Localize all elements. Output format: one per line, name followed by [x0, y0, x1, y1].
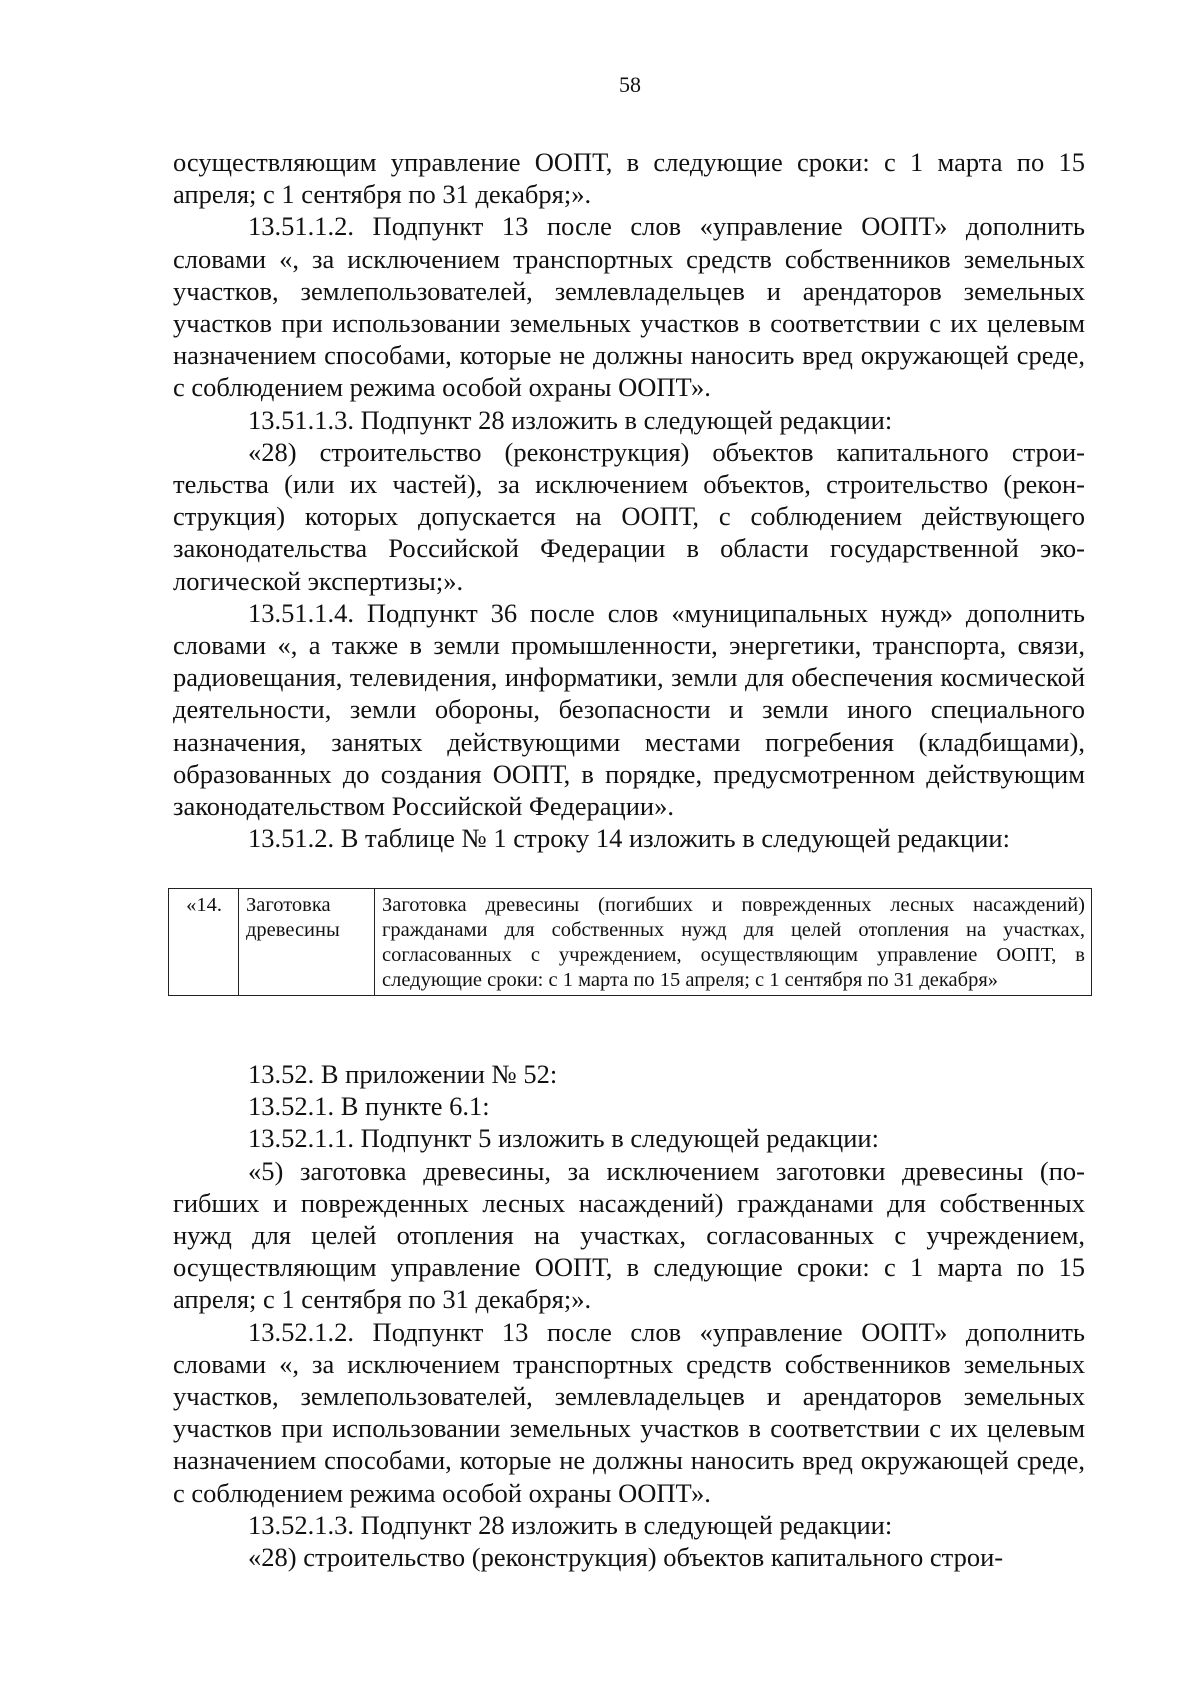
paragraph: 13.52.1. В пункте 6.1:: [248, 1091, 490, 1122]
table-cell-number: «14.: [169, 889, 239, 996]
table: [168, 888, 1092, 996]
paragraph: 13.51.1.4. Подпункт 36 после слов «муниципальных нужд» дополнить словами «, а также в земли промышленности, энергетики, транспорта, связи, радиовещания, телевидения, информатики, земли для обеспечения космической деятельности, земли обороны, безопасности и земли иного специального назначения, занятых действующими местами погребения (кладбищами), образованных до создания ООПТ, в порядке, предусмотренном действующим законодательством Российской Федерации».: [173, 597, 1085, 822]
table-row: [169, 889, 1092, 996]
paragraph: «5) заготовка древесины, за исключением заготовки древесины (погибших и поврежденных лесных насаждений) гражданами для собственных нужд для целей отопления на участках, согласованных с учреждением, осуществляющим управление ООПТ, в следующие сроки: с 1 марта по 15 апреля; с 1 сентября по 31 декабря;».: [173, 1155, 1085, 1315]
body-text-upper: [173, 146, 1085, 854]
paragraph: 13.51.2. В таблице № 1 строку 14 изложить в следующей редакции:: [248, 823, 1010, 854]
paragraph: осуществляющим управление ООПТ, в следующие сроки: с 1 марта по 15 апреля; с 1 сентября по 31 декабря;».: [173, 147, 1085, 210]
paragraph: 13.51.1.2. Подпункт 13 после слов «управление ООПТ» дополнить словами «, за исключением транспортных средств собственников земельных участков, землепользователей, землевладельцев и арендаторов земельных участков при использовании земельных участков в соответствии с их целевым назначением способами, которые не должны наносить вред окружающей среде, с соблюдением режима особой охраны ООПТ».: [173, 211, 1085, 403]
paragraph: 13.52.1.2. Подпункт 13 после слов «управление ООПТ» дополнить словами «, за исключением транспортных средств собственников земельных участков, землепользователей, землевладельцев и арендаторов земельных участков при использовании земельных участков в соответствии с их целевым назначением способами, которые не должны наносить вред окружающей среде, с соблюдением режима особой охраны ООПТ».: [173, 1316, 1085, 1508]
table-cell-description: Заготовка древесины (погибших и поврежденных лесных насаждений) гражданами для собственных нужд для целей отопления на участках, согласованных с учреждением, осуществляющим управление ООПТ, в следующие сроки: с 1 марта по 15 апреля; с 1 сентября по 31 декабря»: [375, 889, 1092, 996]
paragraph: 13.52.1.3. Подпункт 28 изложить в следующей редакции:: [248, 1509, 893, 1540]
paragraph: 13.51.1.3. Подпункт 28 изложить в следующей редакции:: [248, 404, 893, 435]
page-number: 58: [619, 72, 641, 97]
table-cell-name: Заготовка древесины: [239, 889, 375, 996]
amendment-table: [168, 888, 1092, 996]
body-text-lower: [173, 1058, 1085, 1573]
paragraph: 13.52.1.1. Подпункт 5 изложить в следующей редакции:: [248, 1123, 879, 1154]
paragraph: 13.52. В приложении № 52:: [248, 1059, 558, 1089]
paragraph: «28) строительство (реконструкция) объектов капитального строи-: [248, 1542, 1004, 1573]
paragraph: «28) строительство (реконструкция) объектов капитального строительства (или их частей), за исключением объектов, строительство (реконструкция) которых допускается на ООПТ, с соблюдением действующего законодательства Российской Федерации в области государственной экологической экспертизы;».: [173, 436, 1085, 596]
